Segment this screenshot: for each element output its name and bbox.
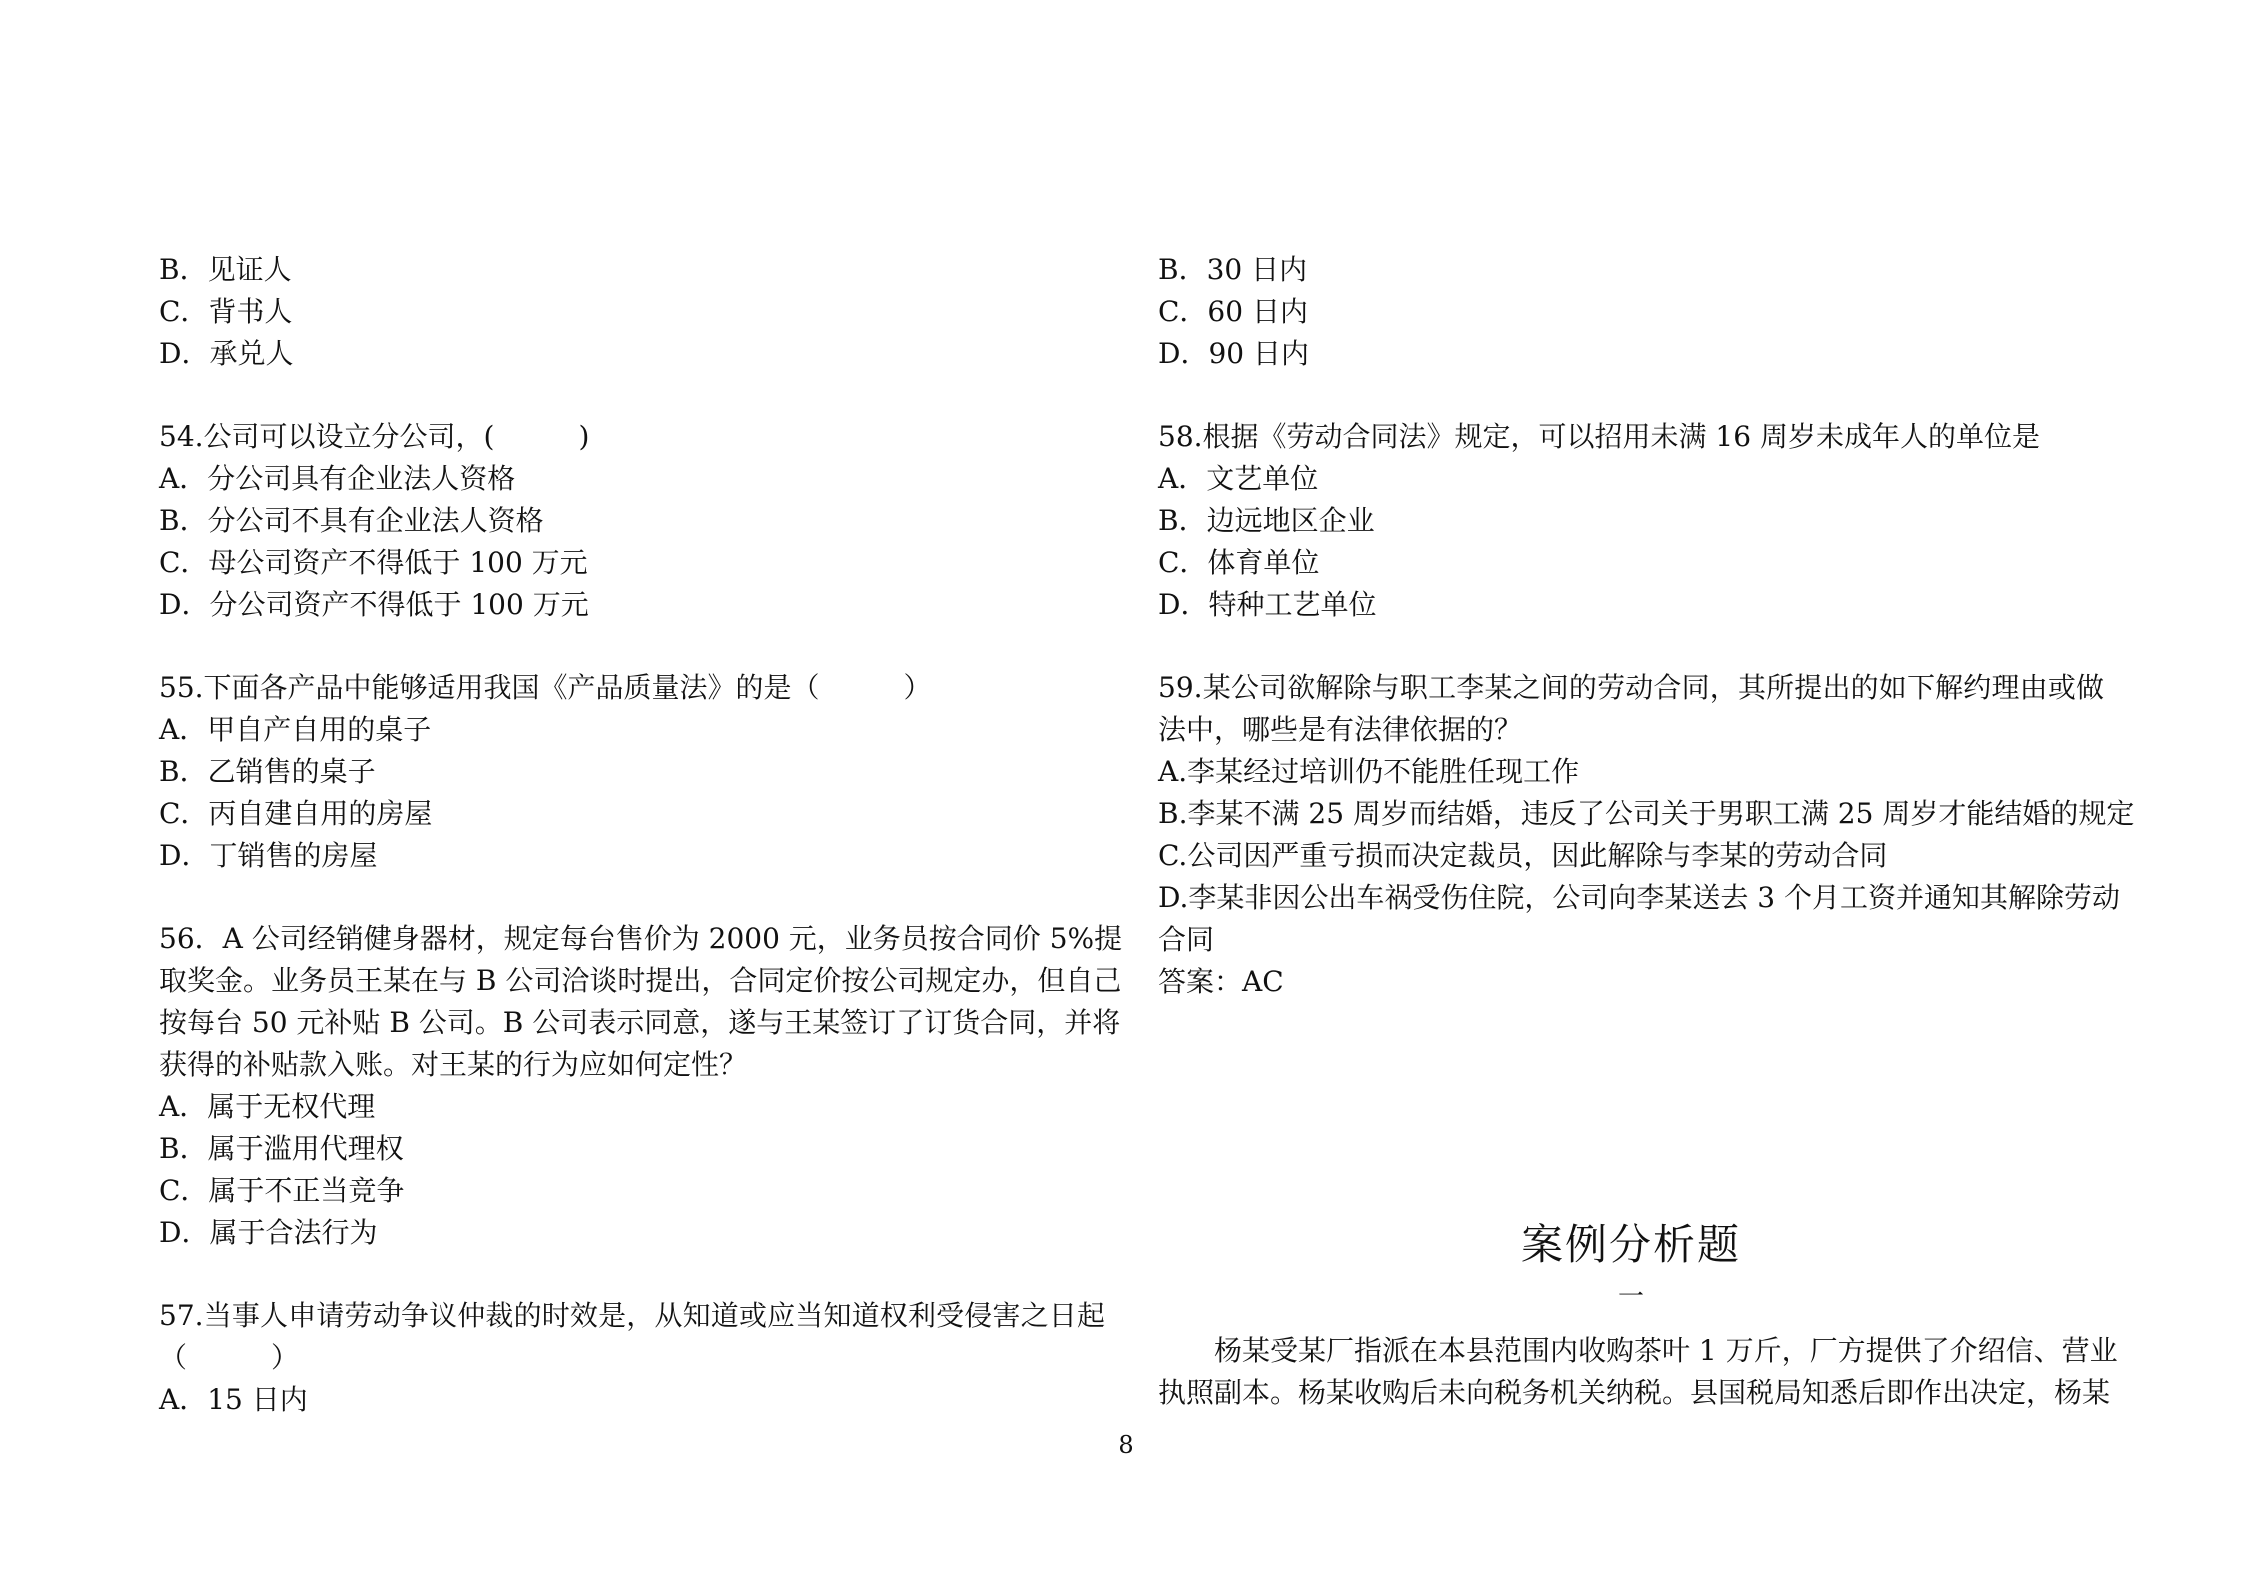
q59-option-d: D.李某非因公出车祸受伤住院，公司向李某送去 3 个月工资并通知其解除劳动 — [1158, 881, 2120, 914]
q57-option-a: A．15 日内 — [159, 1383, 308, 1416]
q56-option-b: B．属于滥用代理权 — [159, 1132, 404, 1165]
q56-stem-line: 按每台 50 元补贴 B 公司。B 公司表示同意，遂与王某签订了订货合同，并将 — [159, 1006, 1121, 1039]
q56-option-d: D．属于合法行为 — [159, 1216, 378, 1249]
q57-option-c: C．60 日内 — [1158, 295, 1308, 328]
q57-stem-line: 57.当事人申请劳动争议仲裁的时效是，从知道或应当知道权利受侵害之日起 — [159, 1299, 1105, 1332]
q54-option-a: A．分公司具有企业法人资格 — [159, 462, 516, 495]
q57-option-d: D．90 日内 — [1158, 337, 1309, 370]
q56-stem-line: 取奖金。业务员王某在与 B 公司洽谈时提出，合同定价按公司规定办，但自己 — [159, 964, 1122, 997]
right-column — [1158, 249, 2135, 1003]
q57-option-b: B．30 日内 — [1158, 253, 1308, 286]
case-paragraph — [1158, 1330, 2118, 1414]
q55-option-b: B．乙销售的桌子 — [159, 755, 376, 788]
q58-option-d: D．特种工艺单位 — [1158, 588, 1377, 621]
q57-stem-line: （ ） — [159, 1341, 300, 1374]
page-number: 8 — [1118, 1431, 1134, 1459]
q59-option-b: B.李某不满 25 周岁而结婚，违反了公司关于男职工满 25 周岁才能结婚的规定 — [1158, 797, 2135, 830]
q59-option-c: C.公司因严重亏损而决定裁员，因此解除与李某的劳动合同 — [1158, 839, 1888, 872]
q59-stem-line: 59.某公司欲解除与职工李某之间的劳动合同，其所提出的如下解约理由或做 — [1158, 671, 2104, 704]
case-paragraph-line: 杨某受某厂指派在本县范围内收购茶叶 1 万斤，厂方提供了介绍信、营业 — [1214, 1334, 2118, 1367]
q55-option-c: C．丙自建自用的房屋 — [159, 797, 433, 830]
q56-stem-line: 获得的补贴款入账。对王某的行为应如何定性？ — [159, 1048, 748, 1081]
q54-option-b: B．分公司不具有企业法人资格 — [159, 504, 544, 537]
q55-stem: 55.下面各产品中能够适用我国《产品质量法》的是（ ） — [159, 671, 932, 704]
q59-option-d-continued: 合同 — [1158, 923, 1215, 956]
q59-option-a: A.李某经过培训仍不能胜任现工作 — [1158, 755, 1580, 788]
q58-stem: 58.根据《劳动合同法》规定，可以招用未满 16 周岁未成年人的单位是 — [1158, 420, 2040, 453]
q58-option-a: A．文艺单位 — [1158, 462, 1319, 495]
q53-option-c: C．背书人 — [159, 295, 293, 328]
q56-option-a: A．属于无权代理 — [159, 1090, 376, 1123]
q53-option-b: B．见证人 — [159, 253, 292, 286]
q56-stem-line: 56．A 公司经销健身器材，规定每台售价为 2000 元，业务员按合同价 5%提 — [159, 922, 1123, 955]
q58-option-b: B．边远地区企业 — [1158, 504, 1375, 537]
case-section-number: 一 — [1617, 1282, 1644, 1312]
q54-stem: 54.公司可以设立分公司，( ) — [159, 420, 590, 453]
q58-option-c: C．体育单位 — [1158, 546, 1320, 579]
q53-option-d: D．承兑人 — [159, 337, 294, 370]
q59-answer: 答案：AC — [1158, 965, 1284, 998]
q54-option-d: D．分公司资产不得低于 100 万元 — [159, 588, 589, 621]
q54-option-c: C．母公司资产不得低于 100 万元 — [159, 546, 588, 579]
q55-option-d: D．丁销售的房屋 — [159, 839, 378, 872]
q55-option-a: A．甲自产自用的桌子 — [159, 713, 432, 746]
case-paragraph-line: 执照副本。杨某收购后未向税务机关纳税。县国税局知悉后即作出决定，杨某 — [1158, 1376, 2111, 1409]
q59-stem-line: 法中，哪些是有法律依据的？ — [1158, 713, 1523, 746]
q56-option-c: C．属于不正当竞争 — [159, 1174, 405, 1207]
case-section-title: 案例分析题 — [1520, 1220, 1741, 1269]
left-column — [159, 249, 1123, 1421]
